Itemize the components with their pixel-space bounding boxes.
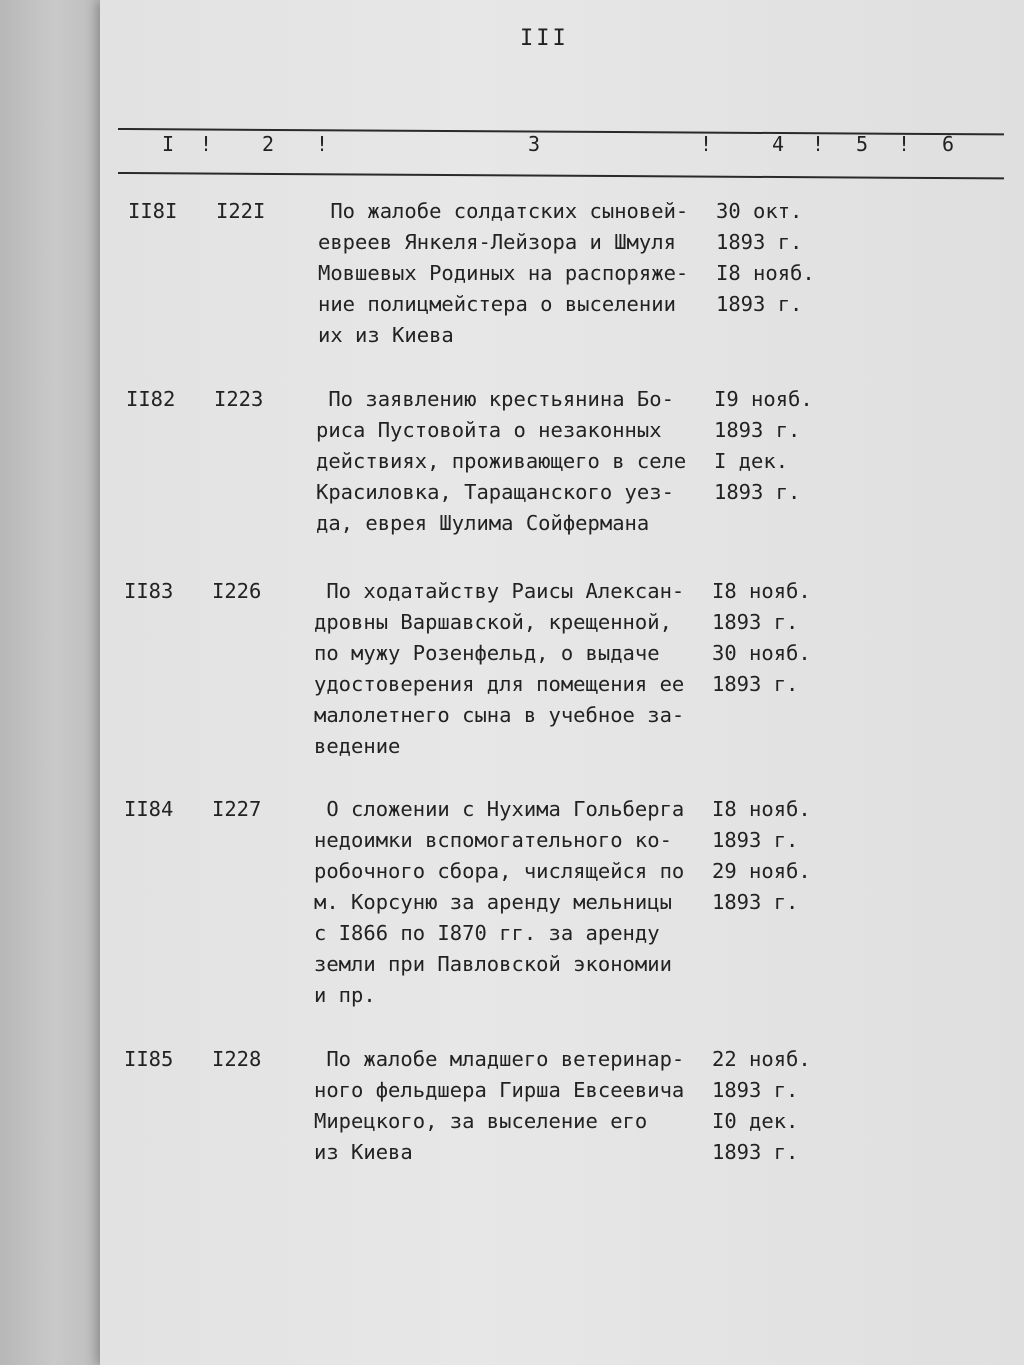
description-line: По ходатайству Раисы Алексан-: [314, 579, 685, 603]
column-separator: !: [898, 132, 911, 156]
description-line: Красиловка, Таращанского уез-: [316, 480, 674, 504]
entry-number: II83: [124, 579, 174, 603]
description-line: По жалобе солдатских сыновей-: [318, 199, 689, 223]
description-line: да, еврея Шулима Сойфермана: [316, 511, 650, 535]
entry-description: [314, 576, 714, 762]
description-line: действиях, проживающего в селе: [316, 449, 687, 473]
description-line: Мовшевых Родиных на распоряже-: [318, 261, 689, 285]
entry-description: [318, 196, 718, 351]
date-line: 22 нояб.: [712, 1047, 811, 1071]
date-line: 1893 г.: [714, 480, 801, 504]
description-line: малолетнего сына в учебное за-: [314, 703, 685, 727]
description-line: дровны Варшавской, крещенной,: [314, 610, 672, 634]
entry-dates: [712, 1044, 811, 1168]
description-line: земли при Павловской экономии: [314, 952, 672, 976]
date-line: I8 нояб.: [712, 579, 811, 603]
date-line: 1893 г.: [716, 230, 803, 254]
description-line: О сложении с Нухима Гольберга: [314, 797, 685, 821]
entry-reference: I223: [214, 387, 264, 411]
entry-dates: [714, 384, 813, 508]
description-line: риса Пустовойта о незаконных: [316, 418, 662, 442]
description-line: ного фельдшера Гирша Евсеевича: [314, 1078, 685, 1102]
entry-description: [314, 794, 714, 1011]
column-header-2: 2: [262, 132, 275, 156]
column-separator: !: [700, 132, 713, 156]
entry-dates: [716, 196, 815, 320]
column-separator: !: [316, 132, 329, 156]
date-line: 30 окт.: [716, 199, 803, 223]
entry-description: [314, 1044, 714, 1168]
entry-number: II84: [124, 797, 174, 821]
entry-number: II85: [124, 1047, 174, 1071]
description-line: с I866 по I870 гг. за аренду: [314, 921, 660, 945]
column-header-3: 3: [528, 132, 541, 156]
column-separator: !: [200, 132, 213, 156]
entry-dates: [712, 794, 811, 918]
date-line: 1893 г.: [714, 418, 801, 442]
date-line: I8 нояб.: [712, 797, 811, 821]
entry-reference: I226: [212, 579, 262, 603]
date-line: 1893 г.: [712, 672, 799, 696]
column-header-5: 5: [856, 132, 869, 156]
date-line: 1893 г.: [716, 292, 803, 316]
description-line: и пр.: [314, 983, 376, 1007]
date-line: 30 нояб.: [712, 641, 811, 665]
adjacent-page-edge: [0, 0, 100, 1365]
entry-dates: [712, 576, 811, 700]
entry-number: II82: [126, 387, 176, 411]
description-line: евреев Янкеля-Лейзора и Шмуля: [318, 230, 676, 254]
description-line: удостоверения для помещения ее: [314, 672, 685, 696]
date-line: I0 дек.: [712, 1109, 799, 1133]
column-header-4: 4: [772, 132, 785, 156]
description-line: робочного сбора, числящейся по: [314, 859, 685, 883]
date-line: 1893 г.: [712, 610, 799, 634]
description-line: их из Киева: [318, 323, 454, 347]
date-line: 1893 г.: [712, 890, 799, 914]
date-line: I дек.: [714, 449, 789, 473]
date-line: 1893 г.: [712, 1140, 799, 1164]
entry-number: II8I: [128, 199, 178, 223]
entry-reference: I227: [212, 797, 262, 821]
date-line: I8 нояб.: [716, 261, 815, 285]
description-line: по мужу Розенфельд, о выдаче: [314, 641, 660, 665]
date-line: 1893 г.: [712, 828, 799, 852]
description-line: м. Корсуню за аренду мельницы: [314, 890, 672, 914]
date-line: I9 нояб.: [714, 387, 813, 411]
description-line: недоимки вспомогательного ко-: [314, 828, 672, 852]
description-line: Мирецкого, за выселение его: [314, 1109, 648, 1133]
description-line: По заявлению крестьянина Бо-: [316, 387, 674, 411]
description-line: из Киева: [314, 1140, 413, 1164]
column-header-1: I: [162, 132, 175, 156]
date-line: 29 нояб.: [712, 859, 811, 883]
entry-description: [316, 384, 716, 539]
entry-reference: I22I: [216, 199, 266, 223]
description-line: По жалобе младшего ветеринар-: [314, 1047, 685, 1071]
description-line: ние полицмейстера о выселении: [318, 292, 676, 316]
date-line: 1893 г.: [712, 1078, 799, 1102]
description-line: ведение: [314, 734, 401, 758]
column-separator: !: [812, 132, 825, 156]
column-header-6: 6: [942, 132, 955, 156]
page-number: III: [520, 26, 569, 51]
entry-reference: I228: [212, 1047, 262, 1071]
